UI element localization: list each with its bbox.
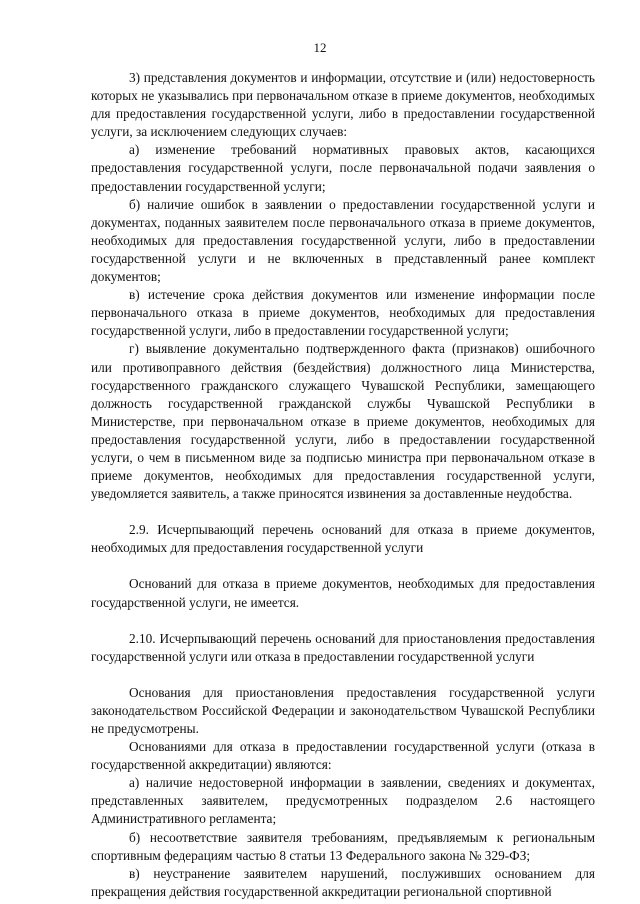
paragraph-2-9-body: Оснований для отказа в приеме документов, необходимых для предоставления государственной услуги, не имеется. [91,576,595,610]
paragraph-refusal-v: в) неустранение заявителем нарушений, послуживших основанием для прекращения действия государственной аккредитации региональной спортивной [91,865,595,899]
page-number: 12 [313,40,327,55]
section-heading-2-10: 2.10. Исчерпывающий перечень оснований для приостановления предоставления государственной услуги или отказа в предоставлении государственной услуги [91,630,595,664]
paragraph-subitem-b: б) наличие ошибок в заявлении о предоставлении государственной услуги и документах, поданных заявителем после первоначального отказа в приеме документов, необходимых для предоставления государственной услуги, либо в предоставлении государственной услуги и не включенных в представленный ранее комплект документов; [91,196,595,285]
paragraph-refusal-b: б) несоответствие заявителя требованиям, предъявляемым к региональным спортивным федерациям частью 8 статьи 13 Федерального закона № 329-ФЗ; [91,829,595,863]
section-heading-2-9: 2.9. Исчерпывающий перечень оснований для отказа в приеме документов, необходимых для предоставления государственной услуги [91,522,595,556]
document-body [91,69,595,901]
paragraph-2-10-refusal-intro: Основаниями для отказа в предоставлении государственной услуги (отказа в государственной аккредитации) являются: [91,739,595,773]
paragraph-subitem-v: в) истечение срока действия документов или изменение информации после первоначального отказа в приеме документов, необходимых для предоставления государственной услуги, либо в предоставлении государственной услуги; [91,287,595,339]
paragraph-subitem-a: а) изменение требований нормативных правовых актов, касающихся предоставления государственной услуги, после первоначальной подачи заявления о предоставлении государственной услуги; [91,142,595,194]
paragraph-item-3-intro: 3) представления документов и информации, отсутствие и (или) недостоверность которых не указывались при первоначальном отказе в приеме документов, необходимых для предоставления государственной услуги, либо в предоставлении государственной услуги, за исключением следующих случаев: [91,70,595,140]
paragraph-2-10-suspension: Основания для приостановления предоставления государственной услуги законодательством Российской Федерации и законодательством Чувашской Республики не предусмотрены. [91,684,595,736]
paragraph-subitem-g: г) выявление документально подтвержденного факта (признаков) ошибочного или противоправного действия (бездействия) должностного лица Министерства, государственного гражданского служащего Чувашской Республики, замещающего должность государственной гражданской службы Чувашской Республики в Министерстве, при первоначальном отказе в приеме документов, необходимых для предоставления государственной услуги, либо в предоставлении государственной услуги, о чем в письменном виде за подписью министра при первоначальном отказе в приеме документов, необходимых для предоставления государственной услуги, уведомляется заявитель, а также приносятся извинения за доставленные неудобства. [91,341,595,502]
paragraph-refusal-a: а) наличие недостоверной информации в заявлении, сведениях и документах, представленных заявителем, предусмотренных подразделом 2.6 настоящего Административного регламента; [91,775,595,827]
